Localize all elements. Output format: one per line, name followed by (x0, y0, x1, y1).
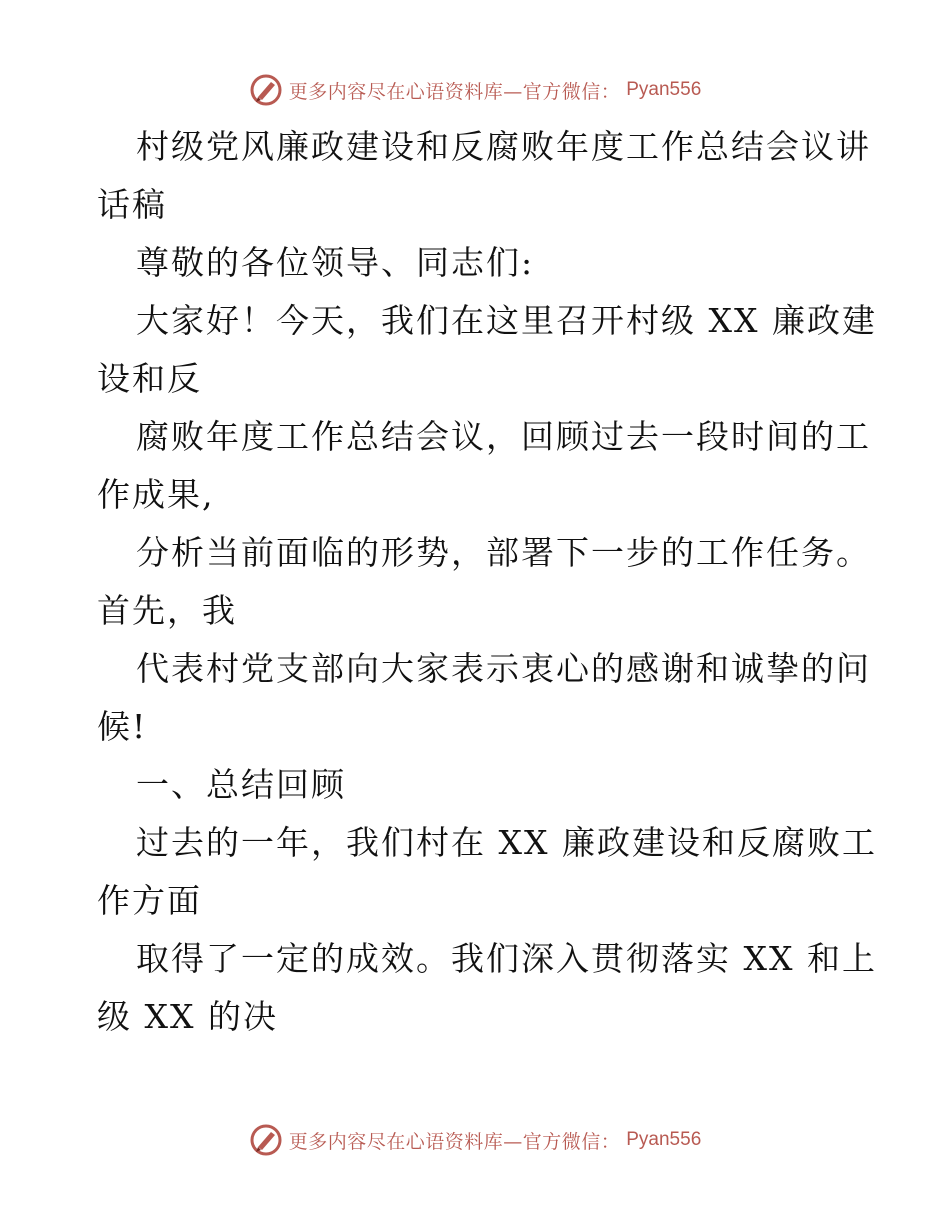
banner-text: 更多内容尽在心语资料库—官方微信： (288, 1130, 621, 1153)
paragraph-line: 首先，我 (97, 591, 237, 630)
salutation: 尊敬的各位领导、同志们: (136, 243, 535, 282)
section-heading: 一、总结回顾 (136, 765, 346, 804)
paragraph-line: 作方面 (97, 881, 202, 920)
paragraph-line: 取得了一定的成效。我们深入贯彻落实 XX 和上 (136, 939, 877, 978)
banner-wechat-id: Pyan556 (626, 79, 702, 100)
paragraph-line: 大家好！今天，我们在这里召开村级 XX 廉政建 (136, 301, 877, 340)
pen-logo-icon (249, 73, 283, 107)
document-body (97, 118, 877, 1046)
pen-logo-icon (249, 1123, 283, 1157)
paragraph-line: 设和反 (97, 359, 202, 398)
title-line-2: 话稿 (97, 185, 167, 224)
paragraph-line: 代表村党支部向大家表示衷心的感谢和诚挚的问 (136, 649, 871, 688)
title-line-1: 村级党风廉政建设和反腐败年度工作总结会议讲 (136, 127, 871, 166)
paragraph-line: 候! (97, 707, 148, 746)
paragraph-line: 过去的一年，我们村在 XX 廉政建设和反腐败工 (136, 823, 877, 862)
banner-wechat-id: Pyan556 (626, 1129, 702, 1150)
paragraph-line: 分析当前面临的形势，部署下一步的工作任务。 (136, 533, 871, 572)
header-banner (0, 70, 950, 110)
paragraph-line: 作成果, (97, 475, 215, 514)
paragraph-line: 级 XX 的决 (97, 997, 278, 1036)
footer-banner (0, 1120, 950, 1160)
paragraph-line: 腐败年度工作总结会议，回顾过去一段时间的工 (136, 417, 871, 456)
banner-text: 更多内容尽在心语资料库—官方微信： (288, 80, 621, 103)
